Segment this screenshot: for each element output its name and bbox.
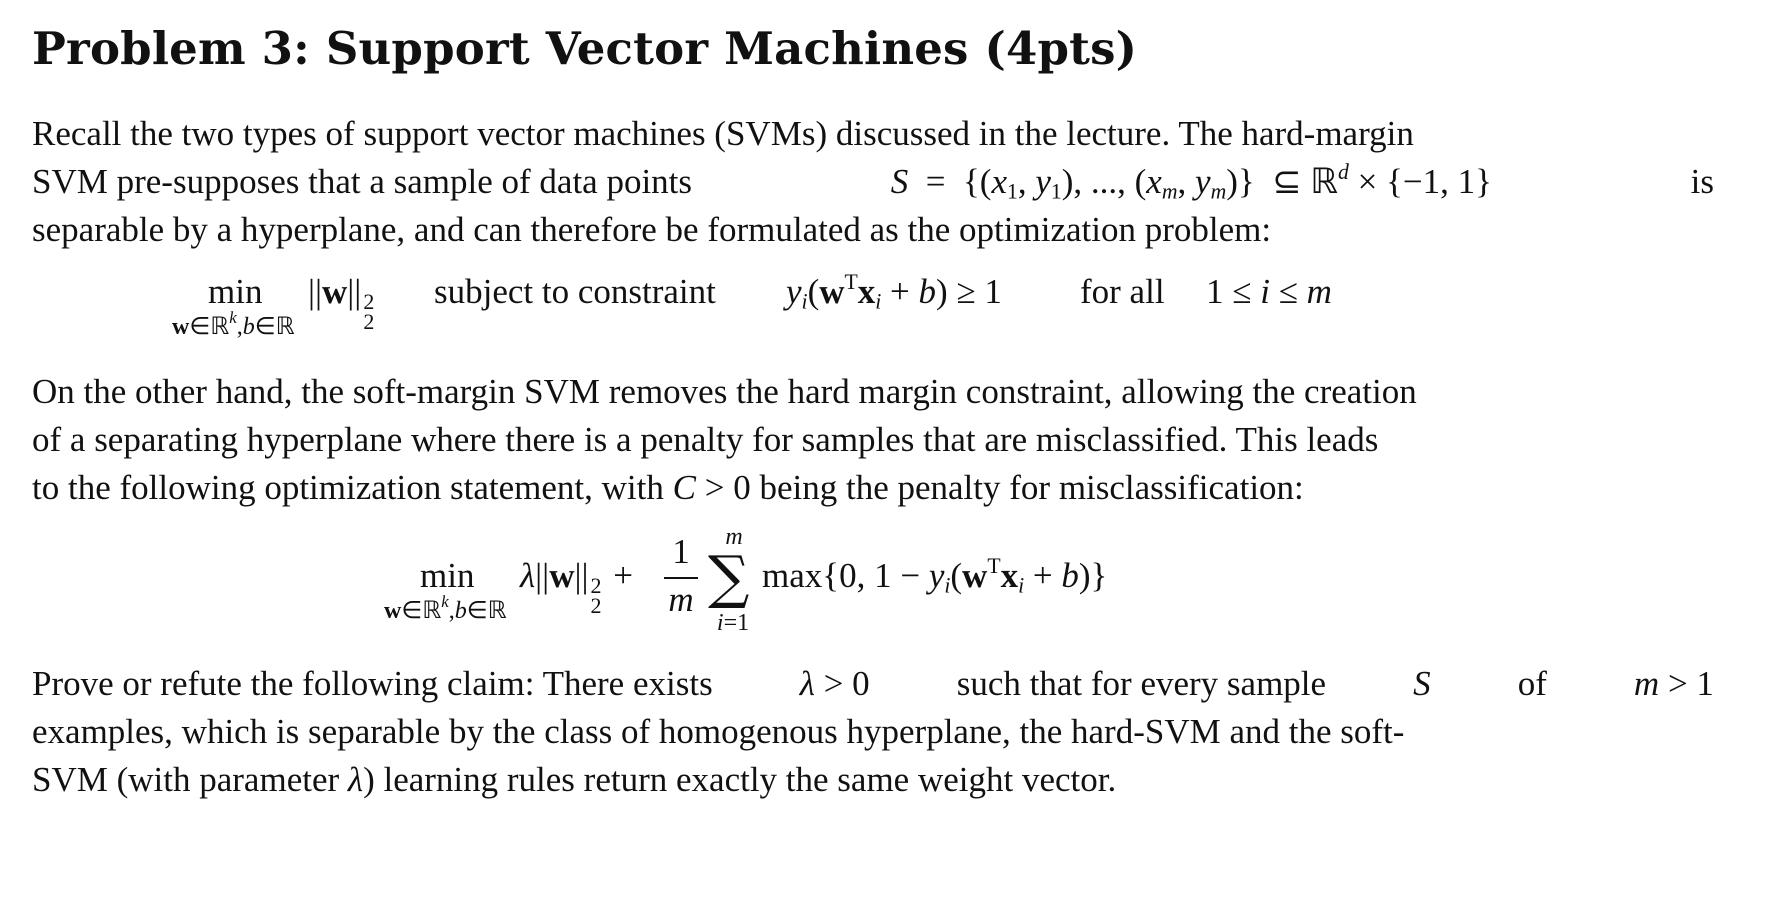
- sample-set-formula: $S = \{(x_1$, $y_1$), ..., ($x_m$, $y_m$)} ⊆ ℝ$^d$ × {−1, 1}: [890, 159, 1492, 204]
- hard-svm-constraint: $y_i(w^Tx_i + b) \ge 1$: [786, 269, 1002, 314]
- hard-svm-min-domain: w∈ℝ$^k$,b∈ℝ: [172, 308, 295, 340]
- soft-line-2: of a separating hyperplane where there is a penalty for samples that are misclassified. This leads: [32, 420, 1379, 459]
- soft-svm-paragraph: [32, 368, 1714, 512]
- fraction-numerator: 1: [672, 532, 690, 571]
- hard-svm-min-operator: min: [208, 272, 263, 311]
- sample-size-condition: m > 1: [1633, 664, 1714, 703]
- intro-line-1: Recall the two types of support vector machines (SVMs) discussed in the lecture. The hard-margin: [32, 114, 1414, 153]
- soft-svm-min-operator: min: [420, 556, 475, 595]
- lambda-condition: λ > 0: [799, 664, 870, 703]
- claim-line-3: SVM (with parameter λ) learning rules return exactly the same weight vector.: [32, 760, 1117, 799]
- sum-lower-limit: i=1: [716, 610, 750, 636]
- hard-svm-subject-label: subject to constraint: [434, 272, 716, 311]
- soft-svm-regularizer: λ||w|| 2 2 +: [520, 556, 633, 618]
- soft-svm-min-domain: w∈ℝ$^k$,b∈ℝ: [384, 592, 507, 624]
- hard-svm-forall-label: for all: [1080, 272, 1165, 311]
- soft-line-1: On the other hand, the soft-margin SVM removes the hard margin constraint, allowing the creation: [32, 372, 1417, 411]
- hard-svm-index-range: 1 ≤ i ≤ m: [1206, 272, 1332, 311]
- intro-paragraph: [32, 110, 1714, 254]
- claim-line-1: Prove or refute the following claim: There exists λ > 0 such that for every sample S of m > 1: [32, 660, 1714, 708]
- summation-sign: ∑: [708, 543, 750, 611]
- sample-symbol: S: [1413, 664, 1431, 703]
- sum-upper-limit: m: [725, 524, 743, 550]
- hinge-loss-term: max{0, $1 - y_i(w^Tx_i + b)$}: [762, 553, 1108, 598]
- intro-line-3: separable by a hyperplane, and can therefore be formulated as the optimization problem:: [32, 210, 1272, 249]
- fraction-bar: [664, 577, 698, 579]
- intro-line-2: SVM pre-supposes that a sample of data points $S = \{(x_1$, $y_1$), ..., ($x_m$, $y_m$)} ⊆ ℝ$^d$ × {−1, 1} is: [32, 158, 1714, 206]
- fraction-denominator: m: [668, 580, 694, 619]
- soft-line-3: to the following optimization statement, with C > 0 being the penalty for misclassification:: [32, 468, 1304, 507]
- claim-line-2: examples, which is separable by the class of homogenous hyperplane, the hard-SVM and the soft-: [32, 712, 1405, 751]
- problem-title: Problem 3: Support Vector Machines (4pts): [32, 22, 1138, 75]
- hard-svm-objective: ||w|| 2 2: [308, 272, 375, 334]
- claim-paragraph: [32, 660, 1714, 804]
